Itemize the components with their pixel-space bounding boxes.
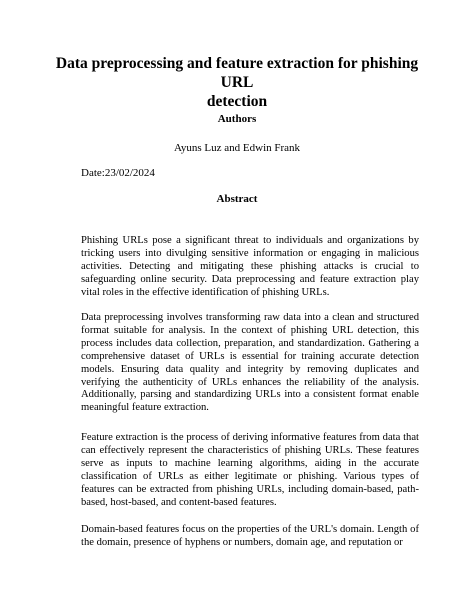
paper-title (40, 54, 434, 111)
author-names: Ayuns Luz and Edwin Frank (173, 142, 301, 154)
title-line-2: detection (206, 93, 268, 110)
authors-heading: Authors (217, 113, 257, 125)
abstract-heading: Abstract (216, 193, 258, 205)
abstract-paragraph-2: Data preprocessing involves transforming raw data into a clean and structured format suitable for analysis. In the context of phishing URL detection, this process includes data collection, preparation, and standardization. Gathering a comprehensive dataset of URLs is essential for training accurate detection models. Ensuring data quality and integrity by removing duplicates and verifying the authenticity of URLs enhances the reliability of the analysis. Additionally, parsing and standardizing URLs into a consistent format enable meaningful feature extraction. (81, 312, 419, 414)
title-line-1: Data preprocessing and feature extraction for phishing URL (55, 55, 419, 91)
date-line: Date:23/02/2024 (81, 167, 155, 179)
abstract-paragraph-1: Phishing URLs pose a significant threat to individuals and organizations by tricking users into divulging sensitive information or engaging in malicious activities. Detecting and mitigating these phishing attacks is crucial to safeguarding online security. Data preprocessing and feature extraction play vital roles in the effective identification of phishing URLs. (81, 235, 419, 298)
abstract-paragraph-4: Domain-based features focus on the properties of the URL's domain. Length of the domain, presence of hyphens or numbers, domain age, and reputation or (81, 524, 419, 548)
abstract-paragraph-3: Feature extraction is the process of deriving informative features from data that can effectively represent the characteristics of phishing URLs. These features serve as inputs to machine learning algorithms, aiding in the accurate classification of URLs as either legitimate or phishing. Various types of features can be extracted from phishing URLs, including domain-based, path-based, host-based, and content-based features. (81, 432, 419, 508)
